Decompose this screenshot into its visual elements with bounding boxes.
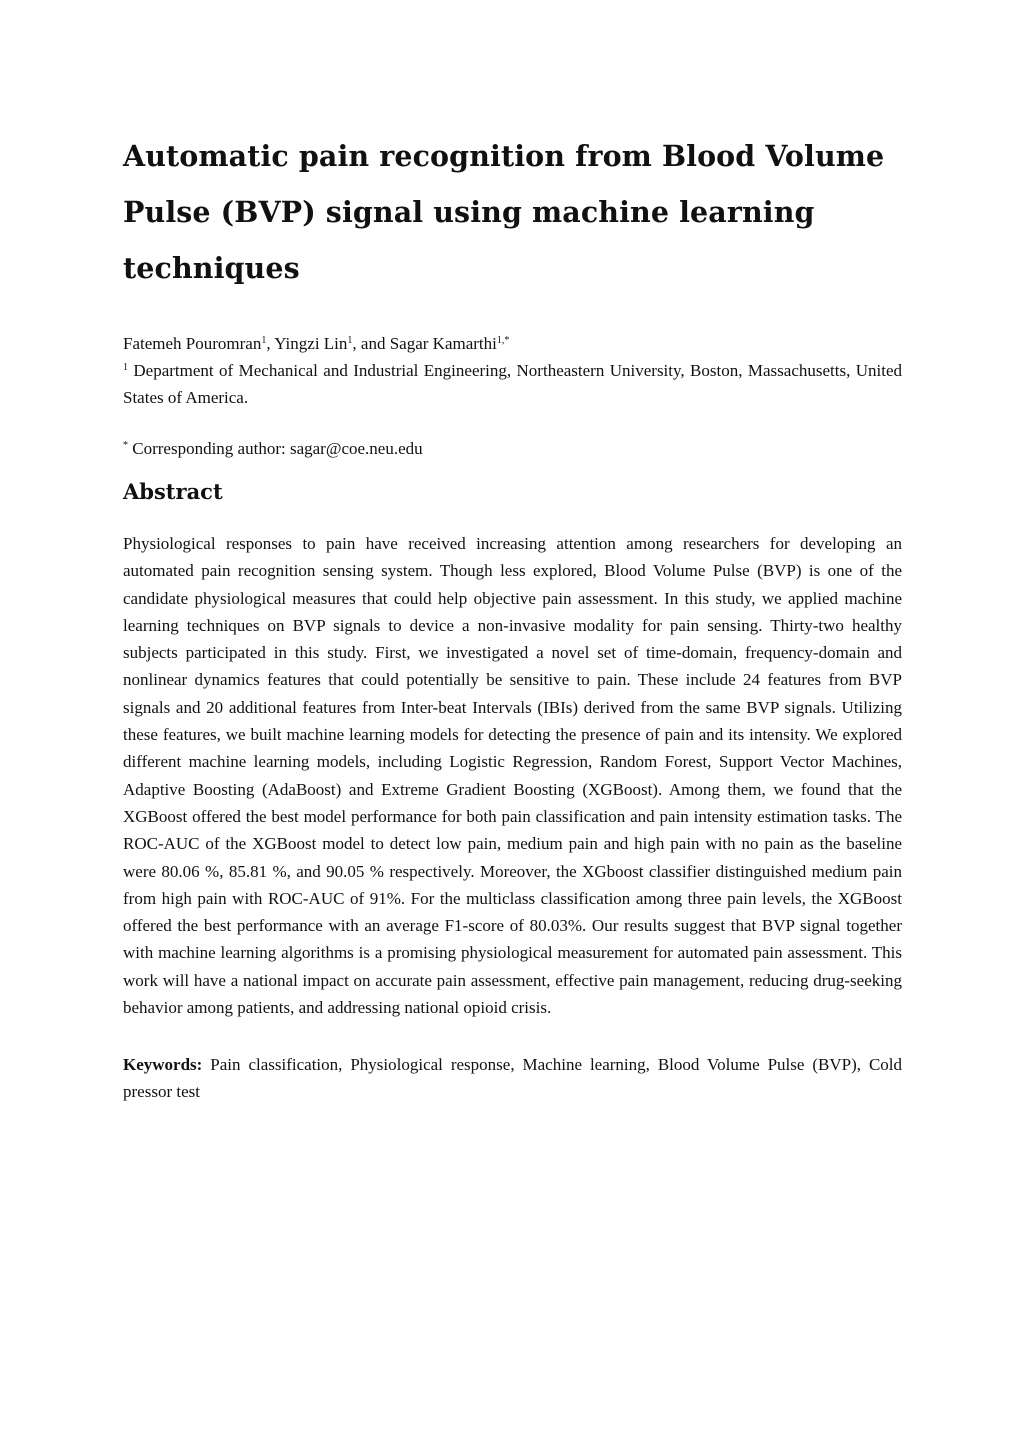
affiliation-text: Department of Mechanical and Industrial Engineering, Northeastern University, Boston, Massachusetts, United States of America. [123,361,903,407]
author-name: Fatemeh Pouromran [123,334,262,353]
author-list [123,330,902,357]
keywords [123,1051,902,1105]
author-name: Yingzi Lin [274,334,348,353]
corresponding-marker: * [123,440,128,451]
abstract-body: Physiological responses to pain have received increasing attention among researchers for developing an automated pain recognition sensing system. Though less explored, Blood Volume Pulse (BVP) is one of the candidate physiological measures that could help objective pain assessment. In this study, we applied machine learning techniques on BVP signals to device a non-invasive modality for pain sensing. Thirty-two healthy subjects participated in this study. First, we investigated a novel set of time-domain, frequency-domain and nonlinear dynamics features that could potentially be sensitive to pain. These include 24 features from BVP signals and 20 additional features from Inter-beat Intervals (IBIs) derived from the same BVP signals. Utilizing these features, we built machine learning models for detecting the presence of pain and its intensity. We explored different machine learning models, including Logistic Regression, Random Forest, Support Vector Machines, Adaptive Boosting (AdaBoost) and Extreme Gradient Boosting (XGBoost). Among them, we found that the XGBoost offered the best model performance for both pain classification and pain intensity estimation tasks. The ROC-AUC of the XGBoost model to detect low pain, medium pain and high pain with no pain as the baseline were 80.06 %, 85.81 %, and 90.05 % respectively. Moreover, the XGboost classifier distinguished medium pain from high pain with ROC-AUC of 91%. For the multiclass classification among three pain levels, the XGBoost offered the best performance with an average F1-score of 80.03%. Our results suggest that BVP signal together with machine learning algorithms is a promising physiological measurement for automated pain assessment. This work will have a national impact on accurate pain assessment, effective pain management, reducing drug-seeking behavior among patients, and addressing national opioid crisis. [123,534,902,1018]
corresponding-author-text: Corresponding author: sagar@coe.neu.edu [132,439,423,458]
corresponding-author [123,435,902,462]
keywords-label: Keywords: [123,1055,203,1075]
affiliation [123,357,902,411]
author-affiliation-marker: 1 [347,335,353,346]
author-affiliation-marker: 1 [261,335,267,346]
keywords-text: Pain classification, Physiological response, Machine learning, Blood Volume Pulse (BVP), Cold pressor test [123,1055,903,1102]
author-name: Sagar Kamarthi [389,334,497,353]
paper-title: Automatic pain recognition from Blood Volume Pulse (BVP) signal using machine learning techniques [123,139,885,285]
author-affiliation-marker: 1,* [496,335,510,346]
paper-page [123,128,902,1105]
abstract-heading: Abstract [123,479,223,504]
affiliation-marker: 1 [123,362,128,373]
author-separator: , [266,334,275,353]
author-separator: , and [352,334,390,353]
